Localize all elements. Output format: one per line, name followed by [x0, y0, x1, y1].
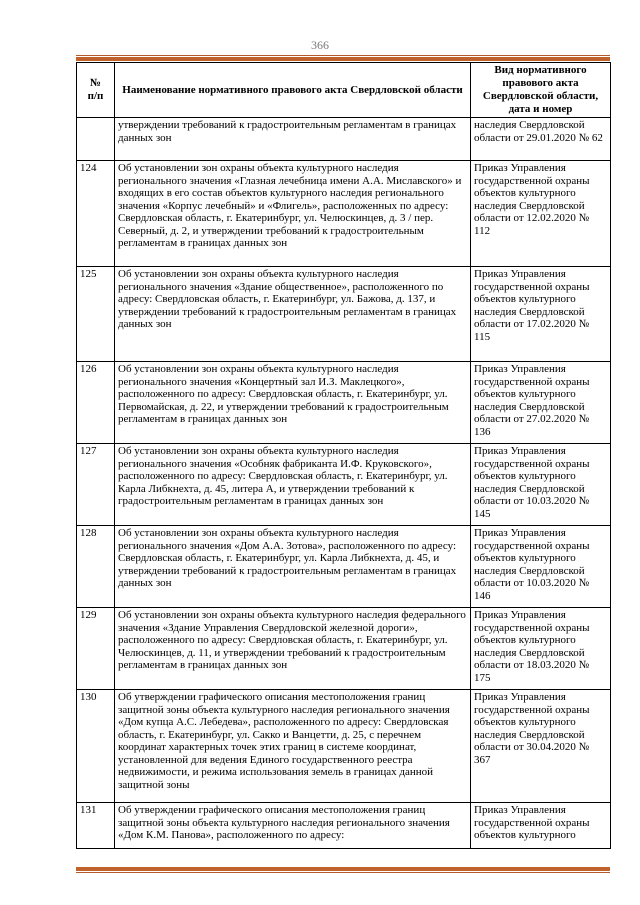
row-act-kind: Приказ Управления государственной охраны объектов культурного наследия Свердловской области от 18.03.2020 № 175	[471, 608, 611, 690]
page-number: 366	[311, 38, 329, 52]
row-act-name: Об установлении зон охраны объекта культурного наследия регионального значения «Концертный зал И.З. Маклецкого», расположенного по адресу: Свердловская область, г. Екатеринбург, ул. Первомайская, д. 22, и утверждении требований к градостроительным регламентам в границах данных зон	[115, 362, 471, 444]
row-act-kind: Приказ Управления государственной охраны объектов культурного наследия Свердловской области от 10.03.2020 № 145	[471, 444, 611, 526]
row-number: 129	[77, 608, 115, 690]
row-act-kind: Приказ Управления государственной охраны объектов культурного наследия Свердловской области от 27.02.2020 № 136	[471, 362, 611, 444]
row-act-kind: Приказ Управления государственной охраны объектов культурного наследия Свердловской области от 30.04.2020 № 367	[471, 690, 611, 803]
table-row	[77, 161, 611, 267]
header-rule	[76, 55, 610, 61]
header-number: № п/п	[77, 63, 115, 118]
row-act-name: Об установлении зон охраны объекта культурного наследия регионального значения «Особняк фабриканта И.Ф. Круковского», расположенного по адресу: Свердловская область, г. Екатеринбург, ул. Карла Либкнехта, д. 45, литера А, и утверждении требований к градостроительным регламентам в границах данных зон	[115, 444, 471, 526]
row-number: 127	[77, 444, 115, 526]
table-row	[77, 267, 611, 362]
table-row	[77, 526, 611, 608]
row-number: 128	[77, 526, 115, 608]
table-row	[77, 444, 611, 526]
row-act-kind: Приказ Управления государственной охраны объектов культурного наследия Свердловской области от 10.03.2020 № 146	[471, 526, 611, 608]
table-row	[77, 608, 611, 690]
row-number: 130	[77, 690, 115, 803]
row-number	[77, 118, 115, 161]
row-act-name: Об установлении зон охраны объекта культурного наследия регионального значения «Здание общественное», расположенного по адресу: Свердловская область, г. Екатеринбург, ул. Бажова, д. 137, и утверждении требований к градостроительным регламентам в границах данных зон	[115, 267, 471, 362]
row-act-name: Об установлении зон охраны объекта культурного наследия федерального значения «Здание Управления Свердловской железной дороги», расположенного по адресу: Свердловская область, г. Екатеринбург, ул. Челюскинцев, д. 11, и утверждении требований к градостроительным регламентам в границах данных зон	[115, 608, 471, 690]
footer-rule	[76, 867, 610, 873]
header-name: Наименование нормативного правового акта Свердловской области	[115, 63, 471, 118]
row-act-kind: наследия Свердловской области от 29.01.2020 № 62	[471, 118, 611, 161]
row-act-name: утверждении требований к градостроительным регламентам в границах данных зон	[115, 118, 471, 161]
row-number: 125	[77, 267, 115, 362]
row-act-kind: Приказ Управления государственной охраны объектов культурного	[471, 803, 611, 849]
legal-acts-table	[76, 62, 611, 849]
row-number: 124	[77, 161, 115, 267]
header-kind: Вид нормативного правового акта Свердловской области, дата и номер	[471, 63, 611, 118]
row-act-name: Об утверждении графического описания местоположения границ защитной зоны объекта культурного наследия регионального значения «Дом купца А.С. Лебедева», расположенного по адресу: Свердловская область, г. Екатеринбург, ул. Сакко и Ванцетти, д. 25, с перечнем координат характерных точек этих границ в системе координат, установленной для ведения Единого государственного реестра недвижимости, и режима использования земель в границах данной защитной зоны	[115, 690, 471, 803]
table-row	[77, 803, 611, 849]
row-act-name: Об утверждении графического описания местоположения границ защитной зоны объекта культурного наследия регионального значения «Дом К.М. Панова», расположенного по адресу:	[115, 803, 471, 849]
row-act-kind: Приказ Управления государственной охраны объектов культурного наследия Свердловской области от 12.02.2020 № 112	[471, 161, 611, 267]
table-row	[77, 690, 611, 803]
row-number: 131	[77, 803, 115, 849]
row-number: 126	[77, 362, 115, 444]
row-act-name: Об установлении зон охраны объекта культурного наследия регионального значения «Дом А.А. Зотова», расположенного по адресу: Свердловская область, г. Екатеринбург, ул. Карла Либкнехта, д. 45, и утверждении требований к градостроительным регламентам в границах данных зон	[115, 526, 471, 608]
table-row	[77, 118, 611, 161]
table-row	[77, 362, 611, 444]
table-header-row	[77, 63, 611, 118]
row-act-name: Об установлении зон охраны объекта культурного наследия регионального значения «Глазная лечебница имени А.А. Миславского» и входящих в его состав объектов культурного наследия регионального значения «Корпус лечебный» и «Флигель», расположенных по адресу: Свердловская область, г. Екатеринбург, ул. Челюскинцев, д. 3 / пер. Северный, д. 2, и утверждении требований к градостроительным регламентам в границах данных зон	[115, 161, 471, 267]
row-act-kind: Приказ Управления государственной охраны объектов культурного наследия Свердловской области от 17.02.2020 № 115	[471, 267, 611, 362]
